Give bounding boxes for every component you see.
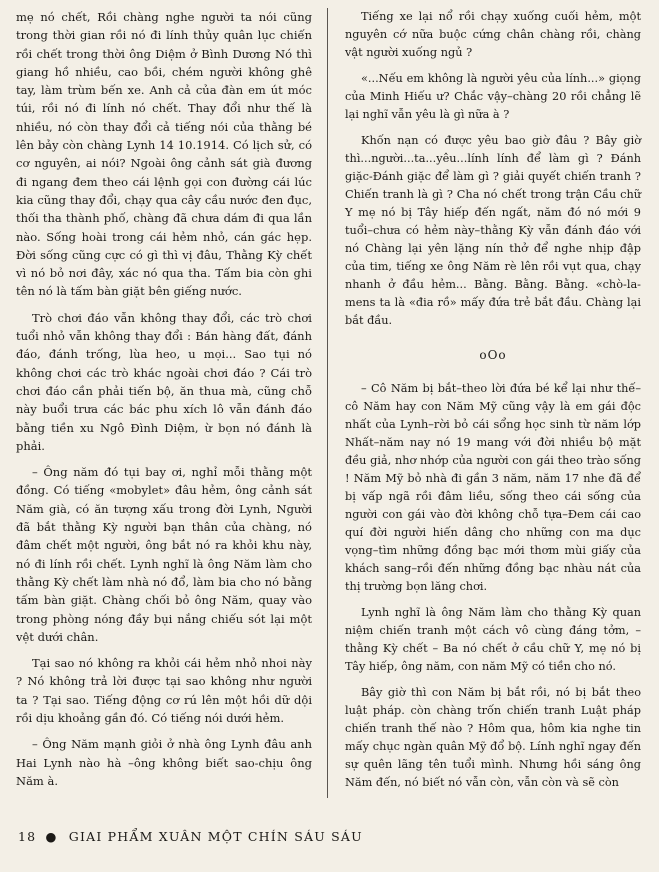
paragraph: – Cô Năm bị bắt–theo lời đứa bé kể lại như thế–cô Năm hay con Năm Mỹ cũng vậy là em gái độc nhất của Lynh–rời bỏ cái sổng học sinh từ năm lớp Nhất–năm nay nó 19 mang với đời nhiều bộ mặt đều giả, nhơ nhớp của người con gái theo trào sống ! Năm Mỹ bỏ nhà đi gần 3 năm, năm 17 nhe đã để bị vấp ngã rồi đâm liều, sống theo cái sống của người con gái vào đời không chỗ tựa–Đem cái cao quí đời người hiến dâng cho những con ma dục vọng–tìm những đồng bạc mới thơm mùi giấy của khách sang–rồi đến những đồng bạc nhàu nát của thị trường bọn lăng chơi. <box>345 382 641 593</box>
paragraph: mẹ nó chết, Rồi chàng nghe người ta nói cũng trong thời gian rồi nó đi lính thủy quân lục chiến rồi chết trong thời ông Diệm ở Bình Dương Nó thì giang hồ nhiều, cao bồi, chém người không ghê tay, làm trùm bến xe. Anh cả của đàn em út móc túi, rồi nó đi lính nó chết. Thay đổi như thế là nhiều, nó còn thay đổi cả tiếng nói của thằng bé lên bảy còn chàng Lynh 14 10.1914. Có lịch sử, có cơ nguyên, ai nói? Ngoài ông cảnh sát già đương đi ngang đem theo cái lệnh gọi con đường cái lúc kia cũng thay đổi, chạy qua cây cầu nước đen đục, thối tha thành phố, chàng đã chưa dám đi qua lần nào. Sống hoài trong cái hẻm nhỏ, cán gác hẹp. Đời sống cũng cực có gì thì vị đâu, Thằng Kỳ chết vì nó bỏ nơi đây, xác nó qua tha. Tấm bia còn ghi tên nó là tấm bàn giặt bên giếng nước. <box>16 10 312 299</box>
paragraph: «...Nếu em không là người yêu của lính...» giọng của Minh Hiếu ư? Chắc vậy–chàng 20 rồi chẳng lẽ lại nghĩ vẫn yêu là gì nữa à ? <box>345 72 641 121</box>
left-column <box>16 8 312 798</box>
paragraph: Khốn nạn có được yêu bao giờ đâu ? Bây giờ thì...người...ta...yêu...lính lính để làm gì ? Đánh giặc-Đánh giặc để làm gì ? giải quyết chiến tranh ? Chiến tranh là gì ? Cha nó chết trong trận Cầu chữ Y mẹ nó bị Tây hiếp đến ngất, năm đó nó mới 9 tuổi–chưa có hẻm này–thằng Kỳ vẫn đánh đáo với nó Chàng lại yên lặng nín thở để nghe nhịp đập của tim, tiếng xe ông Năm rè lên rồi vụt qua, chạy nhanh ở đầu hẻm... Bằng. Bằng. Bằng. «chò-la-mens ta là «đia rồ» mấy đứa trẻ bắt đầu. Chàng lại bắt đầu. <box>345 134 641 327</box>
paragraph: – Ông năm đó tụi bay ơi, nghỉ mỗi thằng một đồng. Có tiếng «mobylet» đâu hẻm, ông cảnh sát Năm già, có ăn tượng xấu trong đời Lynh, Người đã bắt thằng Kỳ người bạn thân của chàng, nó đâm chết một người, ông bắt nó ra khỏi khu này, nó đi lính rồi chết. Lynh nghĩ là ông Năm làm cho thằng Kỳ chết làm nhà nó đổ, làm bia cho nó bằng tấm bàn giặt. Chàng chối bỏ ông Năm, quay vào trong phòng nóng đầy bụi nắng chiếu sót lại một vệt dưới chân. <box>16 465 312 644</box>
paragraph: Tiếng xe lại nổ rồi chạy xuống cuối hẻm, một nguyên cớ nữa buộc cứng chân chàng rồi, chàng vật người xuống ngủ ? <box>345 10 641 59</box>
paragraph: Tại sao nó không ra khỏi cái hẻm nhỏ nhoi này ? Nó không trả lời được tại sao không như người ta ? Tại sao. Tiếng động cơ rú lên một hồi dữ dội rồi dịu khoảng gần đó. Có tiếng nói dưới hẻm. <box>16 656 312 725</box>
paragraph: Bây giờ thì con Năm bị bắt rồi, nó bị bắt theo luật pháp. còn chàng trốn chiến tranh Luật pháp chiến tranh thế nào ? Hôm qua, hôm kia nghe tin mấy chục ngàn quân Mỹ đổ bộ. Lính nghĩ ngay đến sự quên lãng tên tuổi mình. Nhưng hồi sáng ông Năm đến, nó biết nó vẫn còn, vẫn còn và sẽ còn <box>345 686 641 789</box>
page-footer <box>18 829 363 844</box>
bullet-icon: ● <box>45 829 58 844</box>
right-column <box>345 8 641 800</box>
paragraph: Trò chơi đáo vẫn không thay đổi, các trò chơi tuổi nhỏ vẫn không thay đổi : Bán hàng đất, đánh đáo, đánh trống, lùa heo, u mọi... Sao tụi nó không chơi các trò khác ngoài chơi đáo ? Cái trò chơi đáo cần phải tiến bộ, ăn thua mà, cũng chỗ này buổi trưa các bác phu xích lô vẫn đánh đáo bằng tiền xu Ngô Đình Diệm, ừ bọn nó đánh là phải. <box>16 310 312 453</box>
section-separator: oOo <box>479 348 507 362</box>
page-number: 18 <box>18 829 37 844</box>
column-divider <box>327 8 328 798</box>
paragraph: Lynh nghĩ là ông Năm làm cho thằng Kỳ quan niệm chiến tranh một cách vô cùng đáng tởm, – thằng Kỳ chết – Ba nó chết ở cầu chữ Y, mẹ nó bị Tây hiếp, ông năm, con năm Mỹ có tiền cho nó. <box>345 606 641 673</box>
publication-title: GIAI PHẨM XUÂN MỘT CHÍN SÁU SÁU <box>68 829 363 844</box>
paragraph: – Ông Năm mạnh giỏi ở nhà ông Lynh đâu anh Hai Lynh nào hà –ông không biết sao-chịu ông Năm à. <box>16 737 312 788</box>
